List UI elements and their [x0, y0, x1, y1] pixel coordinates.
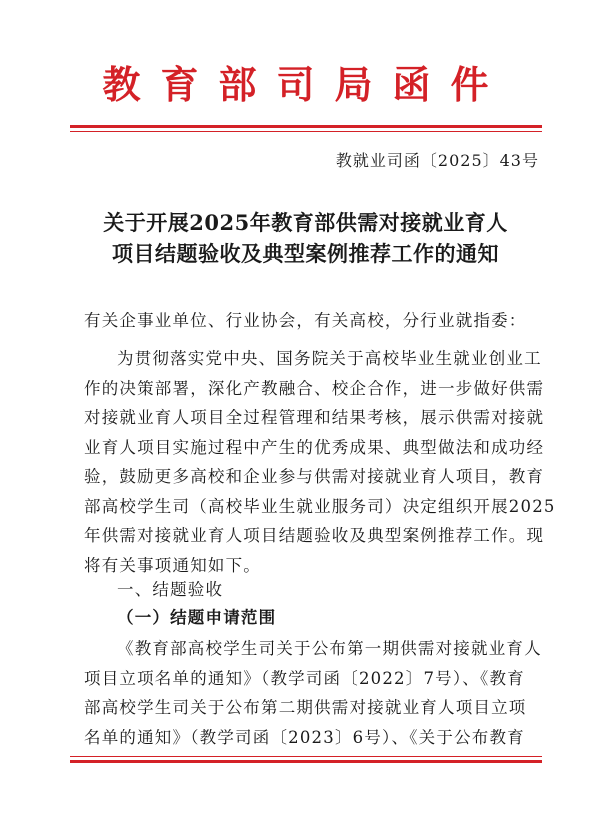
scope-paragraph — [84, 634, 542, 752]
recipients-line: 有关企事业单位、行业协会，有关高校，分行业就指委： — [84, 311, 527, 330]
paragraph-line: 作的决策部署，深化产教融合、校企合作，进一步做好供需 — [84, 378, 545, 398]
paragraph-line: 《教育部高校学生司关于公布第一期供需对接就业育人 — [117, 639, 542, 658]
title-line-1: 关于开展2025年教育部供需对接就业育人 — [103, 210, 508, 235]
section-heading: 一、结题验收 — [117, 580, 224, 599]
paragraph-line: 年供需对接就业育人项目结题验收及典型案例推荐工作。现 — [84, 526, 545, 545]
footer-rule-thick — [70, 760, 542, 763]
paragraph-line: 部高校学生司（高校毕业生就业服务司）决定组织开展2025 — [84, 496, 556, 516]
subsection-heading: （一）结题申请范围 — [117, 608, 277, 627]
paragraph-line: 部高校学生司关于公布第二期供需对接就业育人项目立项 — [84, 698, 527, 717]
letterhead-title: 教育部司局函件 — [102, 62, 509, 107]
document-title — [60, 207, 551, 269]
paragraph-line: 将有关事项通知如下。 — [84, 555, 261, 575]
paragraph-line: 项目立项名单的通知》（教学司函〔2022〕7号）、《教育 — [84, 668, 525, 688]
paragraph-line: 验，鼓励更多高校和企业参与供需对接就业育人项目，教育 — [84, 467, 545, 486]
paragraph-line: 名单的通知》（教学司函〔2023〕6号）、《关于公布教育 — [84, 727, 525, 747]
letterhead-rule-thin — [70, 131, 542, 132]
paragraph-line: 为贯彻落实党中央、国务院关于高校毕业生就业创业工 — [117, 349, 542, 368]
title-line-2: 项目结题验收及典型案例推荐工作的通知 — [112, 241, 499, 266]
paragraph-line: 业育人项目实施过程中产生的优秀成果、典型做法和成功经 — [84, 437, 545, 457]
footer-rule-thin — [70, 756, 542, 757]
document-number: 教就业司函〔2025〕43号 — [335, 151, 539, 170]
letterhead-rule-thick — [70, 125, 542, 128]
intro-paragraph — [84, 344, 556, 580]
paragraph-line: 对接就业育人项目全过程管理和结果考核，展示供需对接就 — [84, 408, 545, 427]
